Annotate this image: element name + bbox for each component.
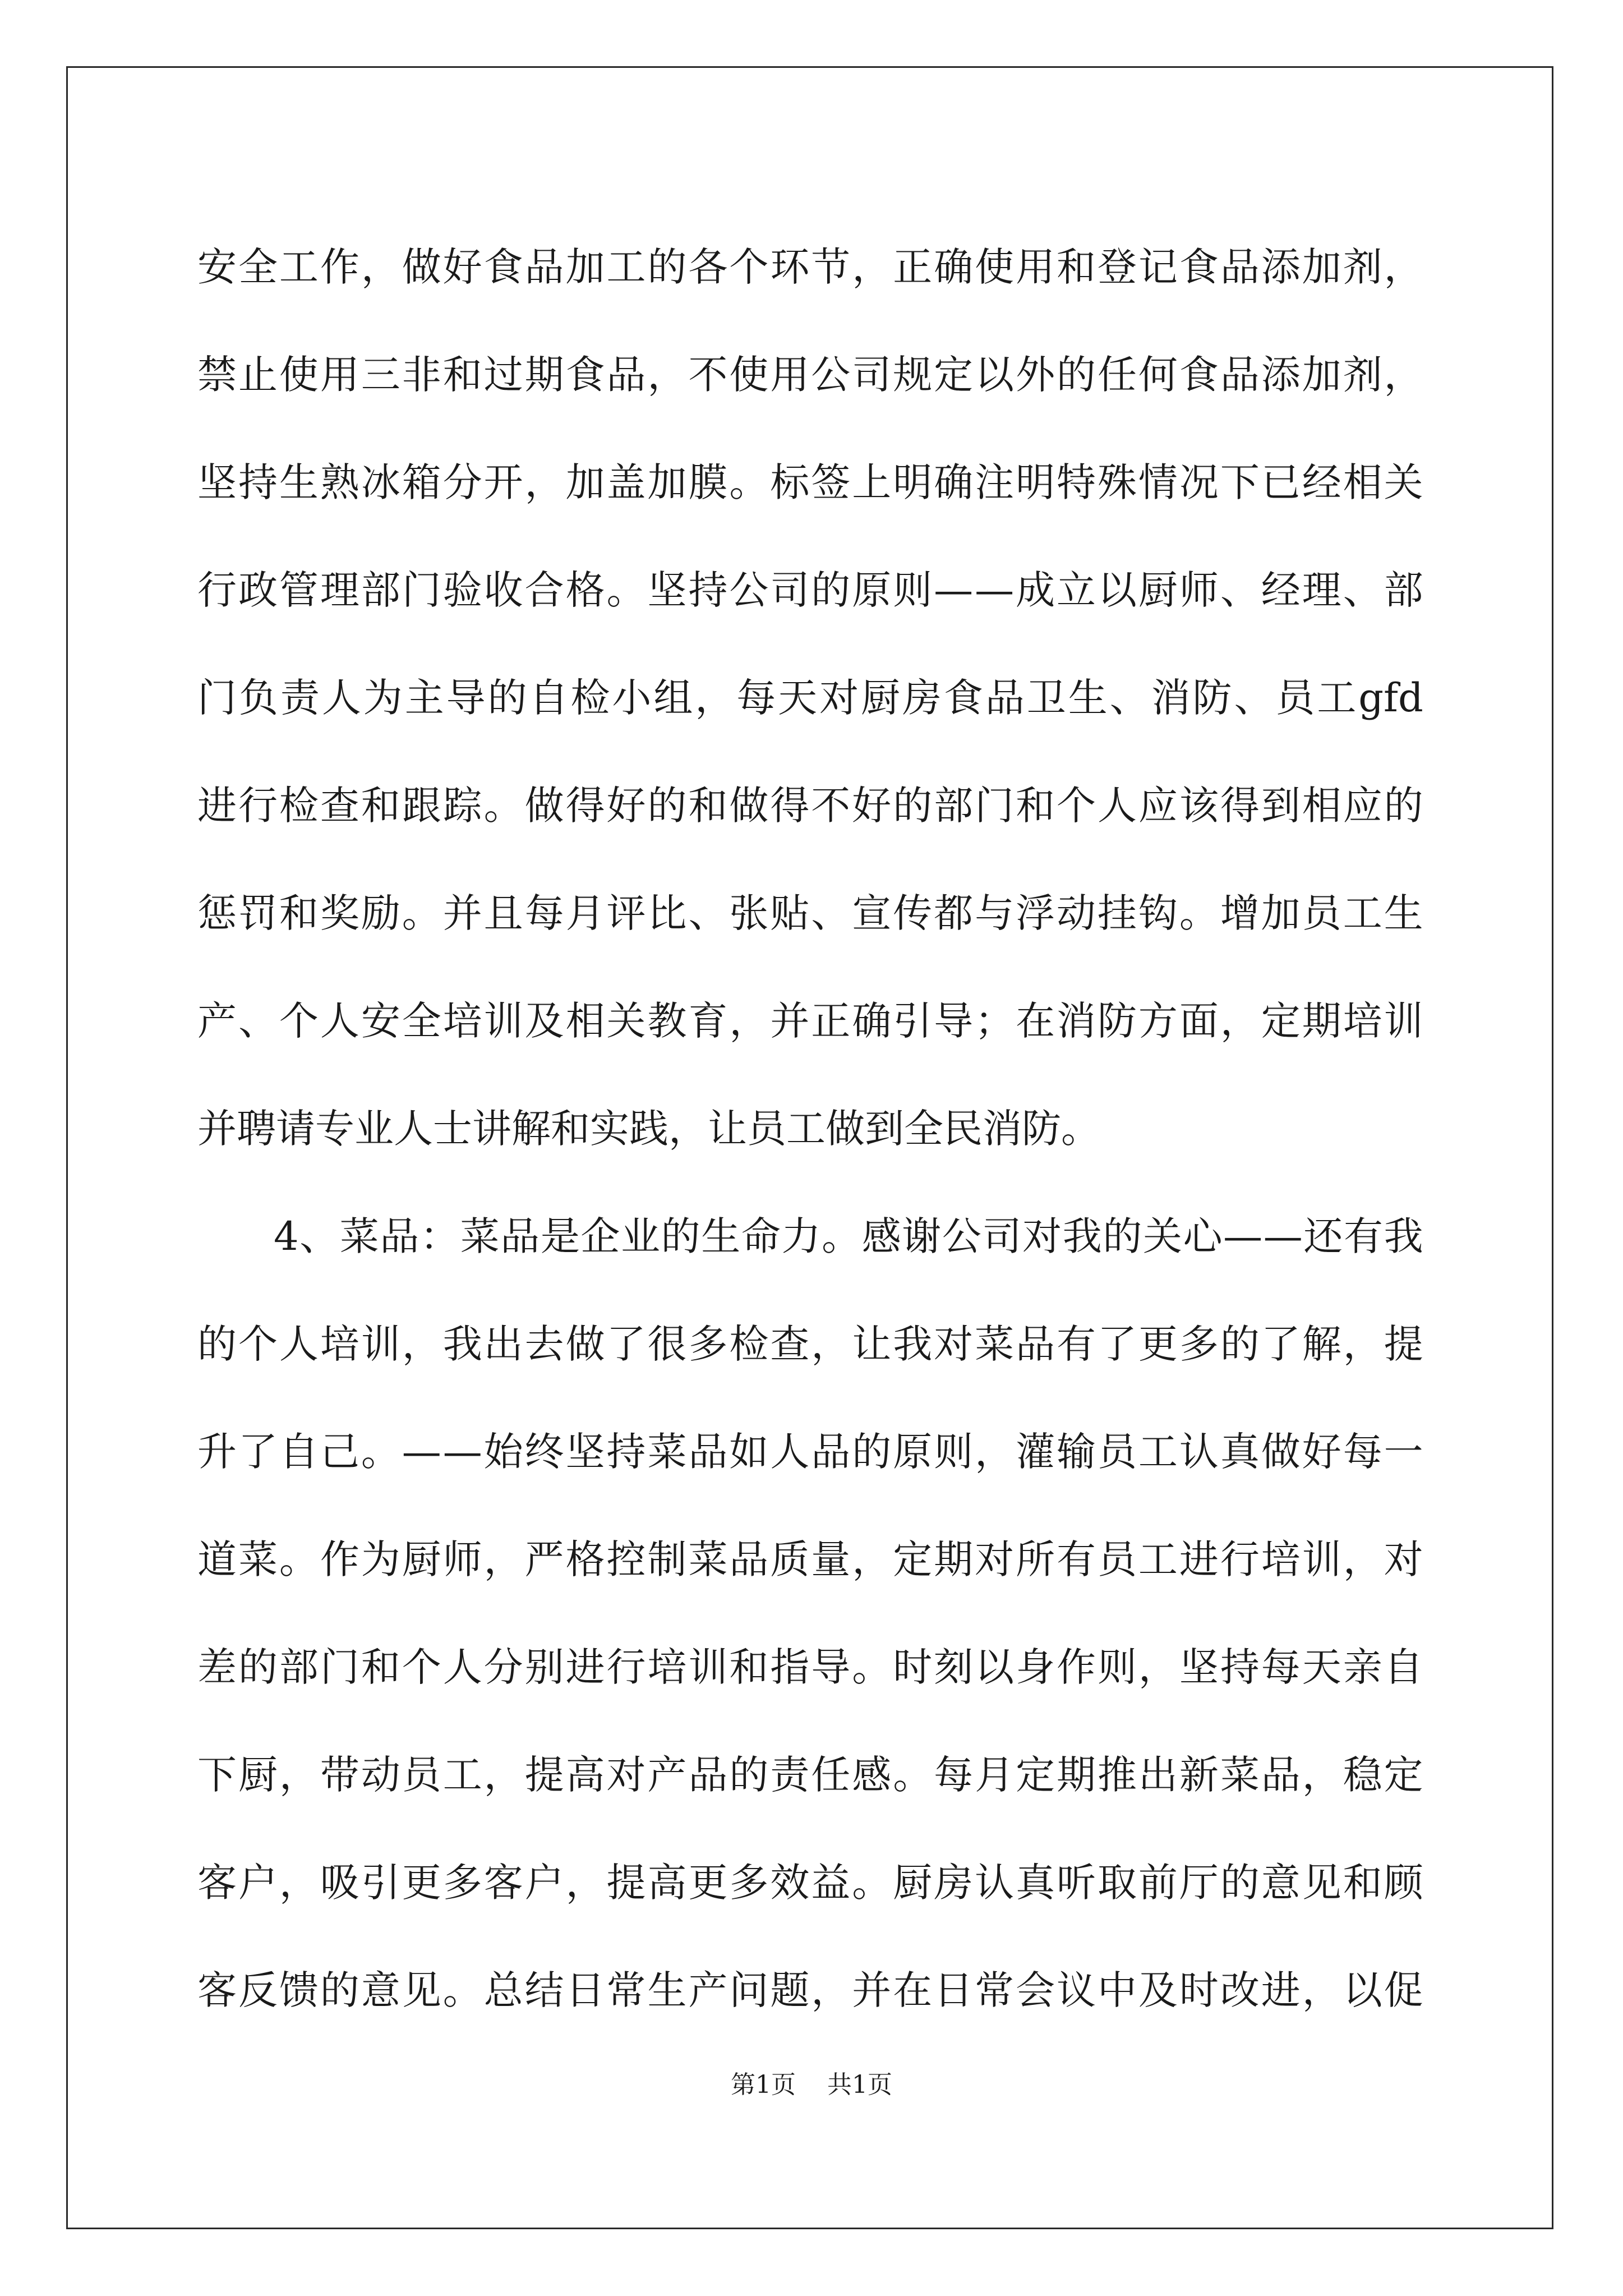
text-line: 安 全 工 作 ， 做 好 食 品 加 工 的 各 个 环 节 ， 正 确 使 用 和 登 记 食 品 添 加 剂 ， [197,244,1423,290]
text-line: 惩 罚 和 奖 励 。 并 且 每 月 评 比 、 张 贴 、 宣 传 都 与 浮 动 挂 钩 。 增 加 员 工 生 [197,890,1423,936]
text-line: 行 政 管 理 部 门 验 收 合 格 。 坚 持 公 司 的 原 则 — — 成 立 以 厨 师 、 经 理 、 部 [197,567,1423,613]
text-line: 下 厨 ， 带 动 员 工 ， 提 高 对 产 品 的 责 任 感 。 每 月 定 期 推 出 新 菜 品 ， 稳 定 [197,1752,1423,1798]
text-line: 4 、 菜 品 ： 菜 品 是 企 业 的 生 命 力 。 感 谢 公 司 对 我 的 关 心 — — 还 有 我 [274,1213,1423,1259]
text-line: 道 菜 。 作 为 厨 师 ， 严 格 控 制 菜 品 质 量 ， 定 期 对 所 有 员 工 进 行 培 训 ， 对 [197,1536,1423,1582]
document-body [197,213,1423,2044]
text-line: 升 了 自 己 。 — — 始 终 坚 持 菜 品 如 人 品 的 原 则 ， 灌 输 员 工 认 真 做 好 每 一 [197,1429,1423,1475]
text-line: 客 反 馈 的 意 见 。 总 结 日 常 生 产 问 题 ， 并 在 日 常 会 议 中 及 时 改 进 ， 以 促 [197,1967,1423,2013]
text-line: 进 行 检 查 和 跟 踪 。 做 得 好 的 和 做 得 不 好 的 部 门 和 个 人 应 该 得 到 相 应 的 [197,783,1423,829]
text-line: 坚 持 生 熟 冰 箱 分 开 ， 加 盖 加 膜 。 标 签 上 明 确 注 明 特 殊 情 况 下 已 经 相 关 [197,459,1423,505]
text-line: 的 个 人 培 训 ， 我 出 去 做 了 很 多 检 查 ， 让 我 对 菜 品 有 了 更 多 的 了 解 ， 提 [197,1321,1423,1367]
text-line: 禁 止 使 用 三 非 和 过 期 食 品 ， 不 使 用 公 司 规 定 以 外 的 任 何 食 品 添 加 剂 ， [197,352,1423,398]
page-footer [0,2064,1623,2100]
page-number: 第1页 [731,2070,796,2099]
page-total: 共1页 [827,2070,892,2099]
text-line: 差 的 部 门 和 个 人 分 别 进 行 培 训 和 指 导 。 时 刻 以 身 作 则 ， 坚 持 每 天 亲 自 [197,1644,1423,1690]
text-line: 门 负 责 人 为 主 导 的 自 检 小 组 ， 每 天 对 厨 房 食 品 卫 生 、 消 防 、 员 工 gfd [197,675,1423,721]
text-line: 并聘请专业人士讲解和实践，让员工做到全民消防。 [197,1106,1100,1152]
text-line: 产 、 个 人 安 全 培 训 及 相 关 教 育 ， 并 正 确 引 导 ； 在 消 防 方 面 ， 定 期 培 训 [197,998,1423,1044]
text-line: 客 户 ， 吸 引 更 多 客 户 ， 提 高 更 多 效 益 。 厨 房 认 真 听 取 前 厅 的 意 见 和 顾 [197,1860,1423,1906]
